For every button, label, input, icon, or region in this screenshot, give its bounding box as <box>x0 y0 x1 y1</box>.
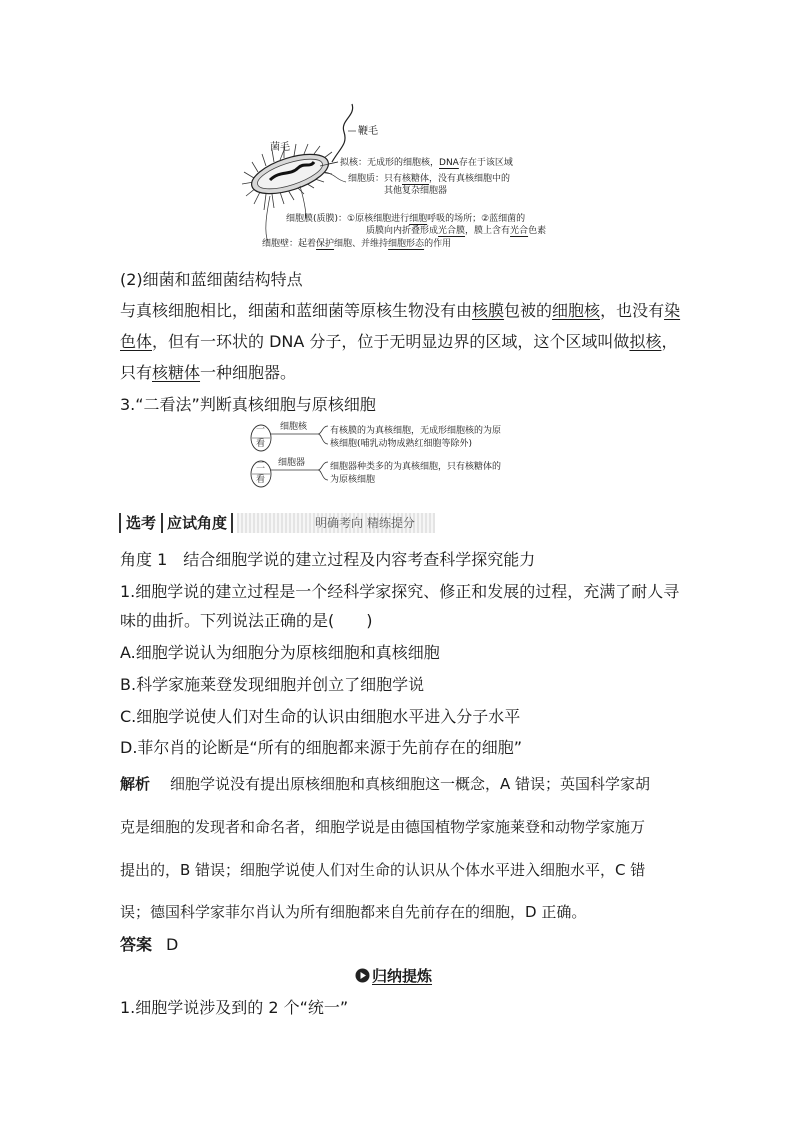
para-key-term: 细胞核 <box>552 301 601 320</box>
nucleoid-label-a: 拟核：无成形的细胞核， <box>340 158 440 168</box>
membrane-label-b: 细胞 <box>409 214 428 224</box>
analysis-line-2: 克是细胞的发现者和命名者，细胞学说是由德国植物学家施莱登和动物学家施万 <box>120 818 646 836</box>
option-b: B.科学家施莱登发现细胞并创立了细胞学说 <box>120 675 425 694</box>
membrane-label-line2-a: 质膜向内折叠形成 <box>366 226 439 236</box>
para-key-term: 染 <box>664 301 681 320</box>
paragraph-line-1 <box>120 301 680 321</box>
banner-end-bar <box>231 513 233 533</box>
analysis-label: 解析 <box>120 775 151 793</box>
cytoplasm-label-a: 细胞质：只有 <box>348 174 403 184</box>
option-d: D.菲尔肖的论断是“所有的细胞都来源于先前存在的细胞” <box>120 738 522 757</box>
membrane-label-line2 <box>366 226 546 237</box>
membrane-label-line2-e: 色素 <box>528 226 547 236</box>
summary-heading-text: 归纳提炼 <box>372 967 433 985</box>
answer-line <box>120 935 178 955</box>
paragraph-line-2 <box>120 332 677 352</box>
wall-label-a: 细胞壁：起着 <box>262 239 317 249</box>
wall-label <box>262 239 451 250</box>
second-look-desc-2: 为原核细胞 <box>330 475 376 485</box>
play-circle-icon <box>355 968 370 983</box>
cytoplasm-label <box>348 174 510 185</box>
para-key-term: 拟核 <box>629 332 662 351</box>
pilus-label: 菌毛 <box>270 142 290 153</box>
summary-line-1: 1.细胞学说涉及到的 2 个“统一” <box>120 998 349 1017</box>
two-look-diagram <box>250 424 570 494</box>
analysis-line-3: 提出的，B 错误；细胞学说使人们对生命的认识从个体水平进入细胞水平，C 错 <box>120 861 646 879</box>
para-key-term: 色体 <box>120 332 153 351</box>
para-key-term: 核糖体 <box>152 363 201 382</box>
analysis-line-4: 误；德国科学家菲尔肖认为所有细胞都来自先前存在的细胞，D 正确。 <box>120 903 587 921</box>
para-text: ，但有一环状的 DNA 分子，位于无明显边界的区域，这个区域叫做 <box>152 332 630 351</box>
membrane-label <box>286 214 525 225</box>
first-look-desc-2: 核细胞(哺乳动物成熟红细胞等除外) <box>330 439 473 449</box>
bacteria-diagram <box>240 100 570 252</box>
analysis-line-1 <box>120 774 650 794</box>
wall-label-e: 的作用 <box>424 239 452 249</box>
first-look-item: 细胞核 <box>280 422 308 432</box>
banner-right: 明确考向 精练提分 <box>315 516 415 530</box>
angle-title: 角度 1 结合细胞学说的建立过程及内容考查科学探究能力 <box>120 550 536 569</box>
question-stem-line-2: 味的曲折。下列说法正确的是( ) <box>120 611 373 630</box>
nucleoid-label-c: 存在于该区域 <box>458 158 513 168</box>
membrane-label-line2-c: ，膜上含有 <box>465 226 511 236</box>
section3-title: 3.“二看法”判断真核细胞与原核细胞 <box>120 395 376 414</box>
section-banner <box>119 512 435 534</box>
paragraph-line-3 <box>120 363 296 383</box>
question-stem-line-1: 1.细胞学说的建立过程是一个经科学家探究、修正和发展的过程，充满了耐人寻 <box>120 582 680 601</box>
para-text: 一种细胞器。 <box>200 363 297 382</box>
membrane-label-line2-b: 光合膜 <box>438 226 466 236</box>
para-text: ， <box>661 332 678 351</box>
wall-label-b: 保护 <box>316 239 335 249</box>
second-look-b: 看 <box>256 475 266 485</box>
section2-title: (2)细菌和蓝细菌结构特点 <box>120 270 303 289</box>
banner-left-b: 应试角度 <box>167 514 228 532</box>
second-look-a: 二 <box>256 461 266 471</box>
wall-label-d: 细胞形态 <box>388 239 425 249</box>
para-key-term: 核膜 <box>472 301 505 320</box>
para-text: 包被的 <box>504 301 553 320</box>
para-text: 只有 <box>120 363 153 382</box>
second-look-item: 细胞器 <box>278 458 306 468</box>
para-text: 与真核细胞相比，细菌和蓝细菌等原核生物没有由 <box>120 301 473 320</box>
analysis-text: 细胞学说没有提出原核细胞和真核细胞这一概念，A 错误；英国科学家胡 <box>170 775 651 793</box>
banner-left-bar <box>119 513 121 533</box>
first-look-b: 看 <box>256 439 266 449</box>
first-look-desc-1: 有核膜的为真核细胞，无成形细胞核的为原 <box>330 426 502 436</box>
cytoplasm-label-b: 核糖体 <box>402 174 430 184</box>
cytoplasm-label-c: ，没有真核细胞中的 <box>429 174 511 184</box>
banner-left-a: 选考 <box>126 514 157 532</box>
para-text: ，也没有 <box>600 301 665 320</box>
answer-label: 答案 <box>120 935 153 954</box>
first-look-a: 一 <box>256 425 266 435</box>
nucleoid-label-b: DNA <box>439 158 459 168</box>
nucleoid-label <box>340 158 513 169</box>
second-look-desc-1: 细胞器种类多的为真核细胞，只有核糖体的 <box>330 462 502 472</box>
answer-value: D <box>166 935 179 954</box>
membrane-label-a: 细胞膜(质膜)：①原核细胞进行 <box>286 214 410 224</box>
wall-label-c: 细胞、并维持 <box>334 239 389 249</box>
option-a: A.细胞学说认为细胞分为原核细胞和真核细胞 <box>120 643 440 662</box>
membrane-label-line2-d: 光合 <box>510 226 529 236</box>
option-c: C.细胞学说使人们对生命的认识由细胞水平进入分子水平 <box>120 707 521 726</box>
membrane-label-c: 呼吸的场所；②蓝细菌的 <box>427 214 526 224</box>
flagellum-label: 鞭毛 <box>358 126 378 137</box>
cytoplasm-label-line2: 其他复杂细胞器 <box>384 186 448 196</box>
banner-mid-bar <box>161 513 163 533</box>
